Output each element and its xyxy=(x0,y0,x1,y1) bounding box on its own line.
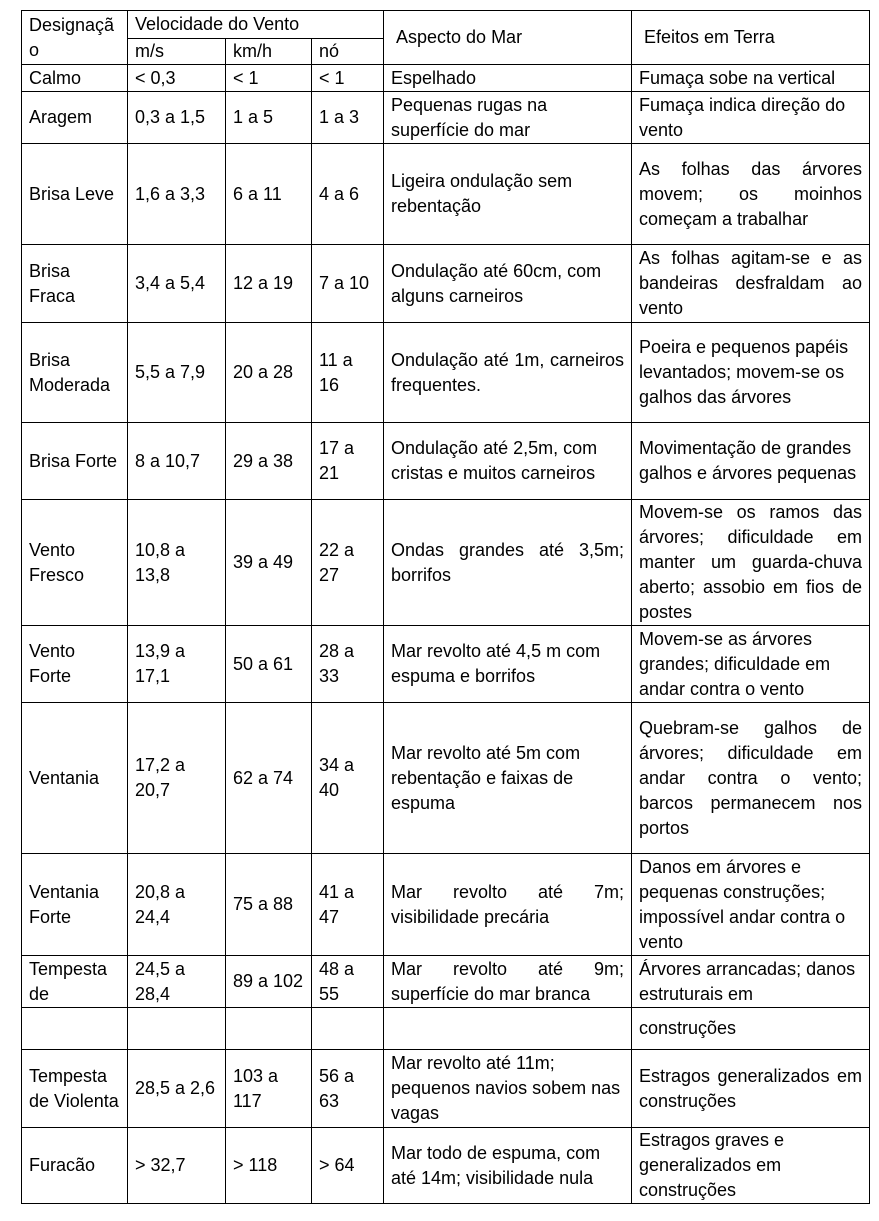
row-mar: Mar revolto até 5m com rebentação e faixas de espuma xyxy=(384,703,632,854)
row-name: Ventania Forte xyxy=(22,854,128,956)
row-ms: 8 a 10,7 xyxy=(128,423,226,500)
row-kmh: 103 a 117 xyxy=(226,1050,312,1128)
row-name: Brisa Fraca xyxy=(22,245,128,323)
row-no: 34 a 40 xyxy=(312,703,384,854)
row-mar: Ligeira ondulação sem rebentação xyxy=(384,144,632,245)
table-row xyxy=(22,323,870,423)
row-mar: Mar todo de espuma, com até 14m; visibilidade nula xyxy=(384,1128,632,1204)
row-name: Vento Fresco xyxy=(22,500,128,626)
row-no: 48 a 55 xyxy=(312,956,384,1008)
row-mar: Ondulação até 1m, carneiros frequentes. xyxy=(384,323,632,423)
row-no: 22 a 27 xyxy=(312,500,384,626)
row-mar: Mar revolto até 4,5 m com espuma e borrifos xyxy=(384,626,632,703)
row-mar: Ondulação até 2,5m, com cristas e muitos carneiros xyxy=(384,423,632,500)
table-row xyxy=(22,500,870,626)
row-name: Vento Forte xyxy=(22,626,128,703)
beaufort-table xyxy=(21,10,870,1204)
row-mar xyxy=(384,1008,632,1050)
row-name: Brisa Moderada xyxy=(22,323,128,423)
header-no: nó xyxy=(312,39,384,65)
row-ms: 17,2 a 20,7 xyxy=(128,703,226,854)
row-terra: Danos em árvores e pequenas construções; impossível andar contra o vento xyxy=(632,854,870,956)
row-no: 17 a 21 xyxy=(312,423,384,500)
table-row xyxy=(22,423,870,500)
row-name: Brisa Leve xyxy=(22,144,128,245)
row-ms: 0,3 a 1,5 xyxy=(128,92,226,144)
row-mar: Pequenas rugas na superfície do mar xyxy=(384,92,632,144)
row-name xyxy=(22,1008,128,1050)
row-ms xyxy=(128,1008,226,1050)
row-no: 1 a 3 xyxy=(312,92,384,144)
row-no: 4 a 6 xyxy=(312,144,384,245)
row-kmh: 29 a 38 xyxy=(226,423,312,500)
row-kmh: 6 a 11 xyxy=(226,144,312,245)
row-ms: 5,5 a 7,9 xyxy=(128,323,226,423)
table-row xyxy=(22,92,870,144)
row-no: 28 a 33 xyxy=(312,626,384,703)
header-ms: m/s xyxy=(128,39,226,65)
row-kmh: 75 a 88 xyxy=(226,854,312,956)
row-terra: As folhas agitam-se e as bandeiras desfraldam ao vento xyxy=(632,245,870,323)
row-kmh: 62 a 74 xyxy=(226,703,312,854)
header-aspecto: Aspecto do Mar xyxy=(384,11,632,65)
row-ms: > 32,7 xyxy=(128,1128,226,1204)
row-terra: Quebram-se galhos de árvores; dificuldade em andar contra o vento; barcos permanecem nos portos xyxy=(632,703,870,854)
row-kmh: 1 a 5 xyxy=(226,92,312,144)
row-name: Ventania xyxy=(22,703,128,854)
table-row xyxy=(22,1050,870,1128)
row-no: 41 a 47 xyxy=(312,854,384,956)
row-name: Aragem xyxy=(22,92,128,144)
header-designacao: Designaçã o xyxy=(22,11,128,65)
table-row xyxy=(22,1128,870,1204)
row-ms: 1,6 a 3,3 xyxy=(128,144,226,245)
row-terra: Poeira e pequenos papéis levantados; movem-se os galhos das árvores xyxy=(632,323,870,423)
row-kmh: 50 a 61 xyxy=(226,626,312,703)
row-name: Furacão xyxy=(22,1128,128,1204)
row-ms: 24,5 a 28,4 xyxy=(128,956,226,1008)
header-efeitos: Efeitos em Terra xyxy=(632,11,870,65)
table-row xyxy=(22,144,870,245)
row-terra: As folhas das árvores movem; os moinhos começam a trabalhar xyxy=(632,144,870,245)
row-name: Tempesta de xyxy=(22,956,128,1008)
row-terra: Estragos graves e generalizados em construções xyxy=(632,1128,870,1204)
row-ms: 10,8 a 13,8 xyxy=(128,500,226,626)
table-row xyxy=(22,1008,870,1050)
row-terra: Movimentação de grandes galhos e árvores pequenas xyxy=(632,423,870,500)
header-row xyxy=(22,11,870,39)
row-terra: Movem-se as árvores grandes; dificuldade em andar contra o vento xyxy=(632,626,870,703)
table-row xyxy=(22,854,870,956)
row-terra: Fumaça indica direção do vento xyxy=(632,92,870,144)
row-kmh: 12 a 19 xyxy=(226,245,312,323)
row-mar: Ondas grandes até 3,5m; borrifos xyxy=(384,500,632,626)
row-mar: Mar revolto até 7m; visibilidade precária xyxy=(384,854,632,956)
row-terra: Árvores arrancadas; danos estruturais em xyxy=(632,956,870,1008)
row-no: < 1 xyxy=(312,65,384,92)
row-kmh: 89 a 102 xyxy=(226,956,312,1008)
table-row xyxy=(22,703,870,854)
row-ms: 20,8 a 24,4 xyxy=(128,854,226,956)
table-row xyxy=(22,956,870,1008)
row-mar: Espelhado xyxy=(384,65,632,92)
row-no: > 64 xyxy=(312,1128,384,1204)
table-row xyxy=(22,626,870,703)
row-ms: 3,4 a 5,4 xyxy=(128,245,226,323)
table-row xyxy=(22,65,870,92)
row-no xyxy=(312,1008,384,1050)
table-row xyxy=(22,245,870,323)
row-no: 11 a 16 xyxy=(312,323,384,423)
row-ms: 28,5 a 2,6 xyxy=(128,1050,226,1128)
row-kmh: 20 a 28 xyxy=(226,323,312,423)
row-no: 7 a 10 xyxy=(312,245,384,323)
row-terra: Fumaça sobe na vertical xyxy=(632,65,870,92)
row-mar: Ondulação até 60cm, com alguns carneiros xyxy=(384,245,632,323)
row-mar: Mar revolto até 9m; superfície do mar branca xyxy=(384,956,632,1008)
row-name: Calmo xyxy=(22,65,128,92)
row-ms: 13,9 a 17,1 xyxy=(128,626,226,703)
row-ms: < 0,3 xyxy=(128,65,226,92)
row-kmh xyxy=(226,1008,312,1050)
header-kmh: km/h xyxy=(226,39,312,65)
header-velocidade: Velocidade do Vento xyxy=(128,11,384,39)
row-kmh: < 1 xyxy=(226,65,312,92)
row-terra: Movem-se os ramos das árvores; dificuldade em manter um guarda-chuva aberto; assobio em fios de postes xyxy=(632,500,870,626)
row-mar: Mar revolto até 11m; pequenos navios sobem nas vagas xyxy=(384,1050,632,1128)
row-no: 56 a 63 xyxy=(312,1050,384,1128)
row-name: Tempesta de Violenta xyxy=(22,1050,128,1128)
row-name: Brisa Forte xyxy=(22,423,128,500)
row-terra: construções xyxy=(632,1008,870,1050)
row-terra: Estragos generalizados em construções xyxy=(632,1050,870,1128)
row-kmh: > 118 xyxy=(226,1128,312,1204)
row-kmh: 39 a 49 xyxy=(226,500,312,626)
